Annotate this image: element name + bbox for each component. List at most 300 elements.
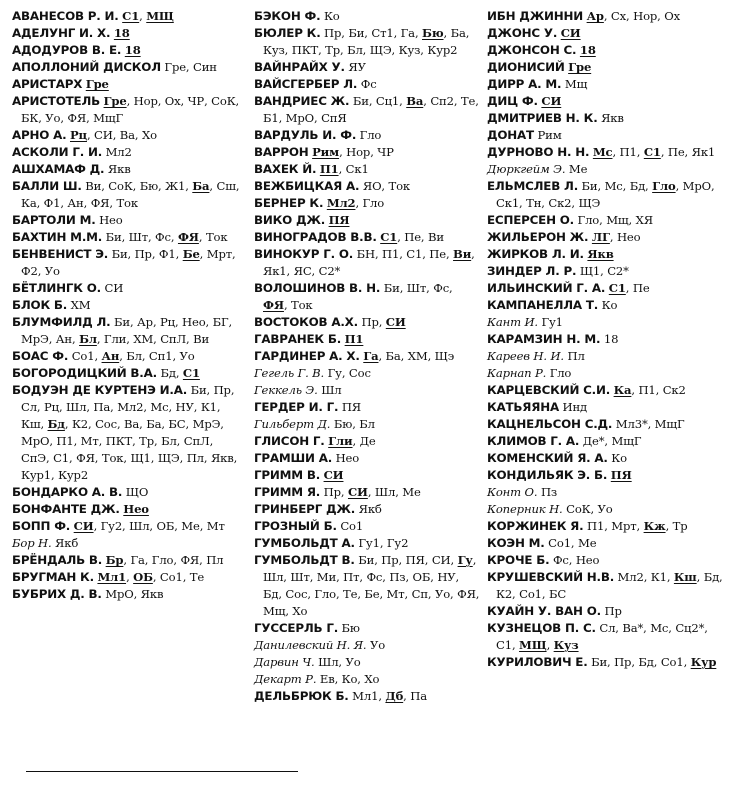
source-refs: Би, Ар, Рц, Нео, БГ, МрЭ, Ан, (21, 315, 233, 346)
source-refs: Ви, СоК, Бю, Ж1, (81, 179, 193, 193)
index-entry (12, 246, 240, 280)
source-refs: Пз (537, 485, 558, 499)
source-refs: , П1, Ск2 (631, 383, 686, 397)
source-refs: Мл1, (348, 689, 386, 703)
source-refs: П1, Мрт, (583, 519, 644, 533)
primary-source-ref: Ви (453, 247, 472, 261)
source-refs: Якв (104, 162, 131, 176)
index-entry (487, 229, 727, 246)
primary-source-ref: Гре (103, 94, 127, 108)
primary-source-ref: С1 (182, 366, 200, 380)
entry-name: БОДУЭН ДЕ КУРТЕНЭ И.А. (12, 383, 188, 397)
source-refs: Бд, (156, 366, 183, 380)
entry-name: БАХТИН М.М. (12, 230, 103, 244)
index-entry (12, 535, 240, 552)
index-entry (12, 93, 240, 127)
primary-source-ref: Кур (690, 655, 717, 669)
index-column-2 (254, 8, 480, 705)
entry-name: КЛИМОВ Г. А. (487, 434, 580, 448)
entry-name-italic: Дарвин Ч. (254, 655, 315, 669)
primary-source-ref: Рц (69, 128, 87, 142)
index-entry (12, 348, 240, 365)
index-entry (487, 93, 727, 110)
index-entry (487, 297, 727, 314)
index-entry (487, 365, 727, 382)
source-refs: ЩО (122, 485, 149, 499)
primary-source-ref: Гре (85, 77, 109, 91)
entry-name: БРЁНДАЛЬ В. (12, 553, 103, 567)
index-entry (487, 110, 727, 127)
index-entry (12, 42, 240, 59)
source-refs: , Сх, Нор, Ох (603, 9, 680, 23)
index-entry (12, 314, 240, 348)
index-entry (487, 382, 727, 399)
source-refs: Гло (356, 128, 382, 142)
source-refs: , Де (352, 434, 376, 448)
index-entry (487, 569, 727, 603)
index-entry (254, 348, 480, 365)
primary-source-ref: ФЯ (177, 230, 199, 244)
index-entry (254, 365, 480, 382)
source-refs: Мл2 (102, 145, 132, 159)
index-entry (487, 433, 727, 450)
index-entry (487, 8, 727, 25)
primary-source-ref: СИ (73, 519, 94, 533)
source-refs: Пл (563, 349, 585, 363)
source-refs: Со1, Ме (544, 536, 597, 550)
primary-source-ref: Гу (457, 553, 473, 567)
source-refs: , Ск1 (338, 162, 369, 176)
index-entry (487, 348, 727, 365)
primary-source-ref: Ан (101, 349, 120, 363)
entry-name: КАЦНЕЛЬСОН С.Д. (487, 417, 613, 431)
index-entry (254, 501, 480, 518)
source-refs: , Як1, ЯС, С2* (263, 247, 475, 278)
source-refs: , Мрт, Ф2, Уо (21, 247, 236, 278)
source-refs: , СИ, Ва, Хо (86, 128, 157, 142)
entry-name: ДИЦ Ф. (487, 94, 538, 108)
entry-name: АВАНЕСОВ Р. И. (12, 9, 119, 23)
index-entry (254, 25, 480, 59)
source-refs: Сл, Ва*, Мс, Сц2*, С1, (496, 621, 708, 652)
primary-source-ref: Мл1 (97, 570, 127, 584)
primary-source-ref: Бю (422, 26, 444, 40)
index-entry (12, 127, 240, 144)
index-entry (487, 535, 727, 552)
entry-name: БЛУМФИЛД Л. (12, 315, 111, 329)
entry-name-italic: Гильберт Д. (254, 417, 331, 431)
index-entry (254, 212, 480, 229)
primary-source-ref: 18 (579, 43, 596, 57)
entry-name: ДМИТРИЕВ Н. К. (487, 111, 598, 125)
footnote-rule (26, 771, 298, 772)
entry-name: БЕРНЕР К. (254, 196, 324, 210)
source-refs: , (546, 638, 554, 652)
primary-source-ref: Гли (328, 434, 353, 448)
index-entry (254, 246, 480, 280)
entry-name: ВОЛОШИНОВ В. Н. (254, 281, 381, 295)
primary-source-ref: Кш (673, 570, 697, 584)
source-refs: , Сп2, Те, Б1, МрО, СпЯ (263, 94, 479, 125)
index-entry (12, 382, 240, 484)
index-entry (487, 331, 727, 348)
entry-name: ДЕЛЬБРЮК Б. (254, 689, 349, 703)
entry-name: ГУМБОЛЬДТ А. (254, 536, 355, 550)
source-refs: Гу, Сос (324, 366, 371, 380)
index-entry (254, 280, 480, 314)
index-entry (487, 178, 727, 212)
source-refs: , Па (403, 689, 427, 703)
entry-name: ВОСТОКОВ А.Х. (254, 315, 358, 329)
index-entry (487, 518, 727, 535)
entry-name: КАРАМЗИН Н. М. (487, 332, 601, 346)
entry-name: АРИСТАРХ (12, 77, 83, 91)
index-entry (12, 501, 240, 518)
source-refs: Нео (332, 451, 360, 465)
primary-source-ref: Якв (587, 247, 614, 261)
entry-name: КАРЦЕВСКИЙ С.И. (487, 383, 611, 397)
primary-source-ref: Бд (47, 417, 65, 431)
entry-name: ЕЛЬМСЛЕВ Л. (487, 179, 579, 193)
primary-source-ref: СИ (323, 468, 344, 482)
entry-name: ЖИРКОВ Л. И. (487, 247, 584, 261)
index-entry (12, 280, 240, 297)
source-refs: , Нор, ЧР (339, 145, 394, 159)
source-refs: Би, Пр, Бд, Со1, (587, 655, 691, 669)
primary-source-ref: 18 (124, 43, 141, 57)
source-refs: , Ток (198, 230, 228, 244)
source-refs: Гу1, Гу2 (354, 536, 409, 550)
source-refs: , Шл, Ме (367, 485, 421, 499)
source-refs: МрО, Якв (101, 587, 164, 601)
entry-name: ЗИНДЕР Л. Р. (487, 264, 577, 278)
index-entry (487, 25, 727, 42)
index-entry (487, 246, 727, 263)
primary-source-ref: Бл (79, 332, 97, 346)
index-entry (254, 8, 480, 25)
index-entry (254, 229, 480, 246)
primary-source-ref: Гре (568, 60, 592, 74)
primary-source-ref: ОБ (133, 570, 153, 584)
source-refs: , Шл, Шт, Ми, Пт, Фс, Пз, ОБ, НУ, Бд, Сос, Гло, Те, Бе, Мт, Сп, Уо, ФЯ, Мщ, Хо (263, 553, 480, 618)
source-refs: Мщ (561, 77, 588, 91)
index-entry (12, 297, 240, 314)
entry-name: ВИНОКУР Г. О. (254, 247, 354, 261)
index-entry (254, 144, 480, 161)
primary-source-ref: СИ (560, 26, 581, 40)
entry-name: ГАВРАНЕК Б. (254, 332, 342, 346)
entry-name: БЁТЛИНГК О. (12, 281, 101, 295)
index-entry (254, 671, 480, 688)
primary-source-ref: СИ (385, 315, 406, 329)
index-entry (254, 59, 480, 76)
primary-source-ref: П1 (319, 162, 339, 176)
source-refs: Якб (355, 502, 382, 516)
source-refs: Би, Мс, Бд, (578, 179, 653, 193)
entry-name-italic: Декарт Р. (254, 672, 317, 686)
entry-name-italic: Дюркгейм Э. (487, 162, 566, 176)
entry-name: ДЖОНС У. (487, 26, 558, 40)
index-entry (12, 552, 240, 569)
source-refs: СоК, Уо (562, 502, 613, 516)
entry-name: АШХАМАФ Д. (12, 162, 105, 176)
primary-source-ref: Мл2 (326, 196, 356, 210)
source-refs: Ко (320, 9, 340, 23)
index-entry (12, 161, 240, 178)
source-refs: , Ба, Куз, ПКТ, Тр, Бл, ЩЭ, Куз, Кур2 (263, 26, 470, 57)
source-refs: , Пе (625, 281, 650, 295)
index-entry (12, 212, 240, 229)
source-refs: ЯО, Ток (359, 179, 411, 193)
source-refs: , Пе, Як1 (660, 145, 716, 159)
index-entry (12, 76, 240, 93)
entry-name-italic: Бор Н. (12, 536, 52, 550)
entry-name: ГЕРДЕР И. Г. (254, 400, 339, 414)
index-entry (487, 450, 727, 467)
source-refs: Якб (51, 536, 79, 550)
index-entry (254, 467, 480, 484)
source-refs: Би, Пр, ПЯ, СИ, (354, 553, 458, 567)
index-entry (254, 195, 480, 212)
source-refs: Якв (597, 111, 624, 125)
index-entry (12, 144, 240, 161)
index-entry (254, 93, 480, 127)
source-refs: , Сш, Ка, Ф1, Ан, ФЯ, Ток (21, 179, 240, 210)
index-entry (12, 25, 240, 42)
index-entry (487, 42, 727, 59)
index-entry (254, 450, 480, 467)
index-entry (12, 8, 240, 25)
source-refs: Би, Шт, Фс, (102, 230, 178, 244)
index-entry (487, 484, 727, 501)
primary-source-ref: ФЯ (263, 298, 284, 312)
source-refs: Фс, Нео (549, 553, 600, 567)
primary-source-ref: Гло (652, 179, 676, 193)
source-refs: Шл (317, 383, 342, 397)
primary-source-ref: Рим (312, 145, 340, 159)
source-refs: Гло, Мщ, ХЯ (574, 213, 653, 227)
entry-name: ДИРР А. М. (487, 77, 562, 91)
primary-source-ref: ПЯ (610, 468, 632, 482)
source-refs: Пр (600, 604, 622, 618)
entry-name: ГРОЗНЫЙ Б. (254, 519, 337, 533)
entry-name: ВАРРОН (254, 145, 309, 159)
entry-name: КУРИЛОВИЧ Е. (487, 655, 588, 669)
entry-name-italic: Коперник Н. (487, 502, 563, 516)
entry-name: АПОЛЛОНИЙ ДИСКОЛ (12, 60, 161, 74)
source-refs: , МрО, Ск1, Тн, Ск2, ЩЭ (496, 179, 715, 210)
source-refs: Бю (338, 621, 360, 635)
entry-name: ГРИММ Я. (254, 485, 321, 499)
primary-source-ref: С1 (122, 9, 140, 23)
primary-source-ref: Га (363, 349, 379, 363)
entry-name: ДИОНИСИЙ (487, 60, 565, 74)
entry-name: ВАРДУЛЬ И. Ф. (254, 128, 357, 142)
primary-source-ref: 18 (113, 26, 130, 40)
index-entry (487, 416, 727, 433)
entry-name: ВИНОГРАДОВ В.В. (254, 230, 377, 244)
index-entry (254, 76, 480, 93)
source-refs: Би, Пр, Сл, Рц, Шл, Па, Мл2, Мс, НУ, К1, Кш, (21, 383, 235, 431)
entry-name: БОНФАНТЕ ДЖ. (12, 502, 120, 516)
source-refs: Щ1, С2* (576, 264, 629, 278)
index-entry (12, 59, 240, 76)
index-entry (254, 314, 480, 331)
primary-source-ref: Ва (406, 94, 424, 108)
source-refs: Гу1 (537, 315, 563, 329)
entry-name: КРОЧЕ Б. (487, 553, 550, 567)
entry-name: ДЖОНСОН С. (487, 43, 577, 57)
entry-name: БУБРИХ Д. В. (12, 587, 102, 601)
primary-source-ref: ЛГ (591, 230, 610, 244)
source-refs: Рим (533, 128, 562, 142)
entry-name: КУАЙН У. ВАН О. (487, 604, 601, 618)
source-refs: ПЯ (338, 400, 362, 414)
index-entry (487, 314, 727, 331)
entry-name-italic: Геккель Э. (254, 383, 318, 397)
index-entry (254, 433, 480, 450)
index-entry (12, 569, 240, 586)
entry-name: ГРИММ В. (254, 468, 321, 482)
index-entry (254, 178, 480, 195)
index-entry (254, 637, 480, 654)
entry-name: ДУРНОВО Н. Н. (487, 145, 590, 159)
source-refs: Би, Сц1, (349, 94, 407, 108)
source-refs: Мл3*, МщГ (612, 417, 685, 431)
index-entry (487, 280, 727, 297)
index-entry (254, 518, 480, 535)
index-entry (487, 161, 727, 178)
index-entry (254, 620, 480, 637)
source-refs: Ко (598, 298, 618, 312)
index-column-1 (12, 8, 240, 603)
primary-source-ref: Куз (553, 638, 579, 652)
index-entry (487, 144, 727, 161)
source-refs: , Бл, Сп1, Уо (119, 349, 195, 363)
entry-name: ГЛИСОН Г. (254, 434, 325, 448)
entry-name: БОГОРОДИЦКИЙ В.А. (12, 366, 157, 380)
entry-name: АДОДУРОВ В. Е. (12, 43, 122, 57)
index-entry (12, 518, 240, 535)
source-refs: Фс (357, 77, 377, 91)
index-entry (254, 535, 480, 552)
entry-name: БЕНВЕНИСТ Э. (12, 247, 109, 261)
index-entry (487, 654, 727, 671)
source-refs: , К2, Сос, Ва, Ба, БС, МрЭ, МрО, П1, Мт, ПКТ, Тр, Бл, СпЛ, СпЭ, С1, ФЯ, Ток, Щ1, ЩЭ, Пл, Якв, Кур1, Кур2 (21, 417, 238, 482)
index-entry (487, 467, 727, 484)
source-refs: Гло (546, 366, 572, 380)
primary-source-ref: МЩ (146, 9, 174, 23)
entry-name: ДОНАТ (487, 128, 534, 142)
entry-name-italic: Гегель Г. В. (254, 366, 325, 380)
source-refs: Мл2, К1, (614, 570, 674, 584)
entry-name: КОЭН М. (487, 536, 545, 550)
primary-source-ref: Ба (192, 179, 210, 193)
index-entry (254, 552, 480, 620)
primary-source-ref: ПЯ (328, 213, 350, 227)
primary-source-ref: Ка (613, 383, 632, 397)
index-entry (254, 654, 480, 671)
entry-name: АРНО А. (12, 128, 67, 142)
primary-source-ref: С1 (380, 230, 398, 244)
primary-source-ref: Бе (182, 247, 200, 261)
source-refs: , Нор, Ох, ЧР, СоК, БК, Уо, ФЯ, МщГ (21, 94, 240, 125)
primary-source-ref: Бр (105, 553, 124, 567)
primary-source-ref: Ар (586, 9, 604, 23)
source-refs: ХМ (67, 298, 91, 312)
entry-name: КУЗНЕЦОВ П. С. (487, 621, 596, 635)
index-entry (12, 484, 240, 501)
entry-name: ГУССЕРЛЬ Г. (254, 621, 339, 635)
source-refs: , Гло (355, 196, 385, 210)
primary-source-ref: Мс (592, 145, 613, 159)
source-refs: , Нео (609, 230, 641, 244)
entry-name: ИБН ДЖИННИ (487, 9, 584, 23)
primary-source-ref: СИ (541, 94, 562, 108)
entry-name: КАМПАНЕЛЛА Т. (487, 298, 599, 312)
index-entry (487, 263, 727, 280)
index-entry (487, 76, 727, 93)
source-refs: , Бд, К2, Со1, БС (496, 570, 723, 601)
entry-name: КАТЬЯЯНА (487, 400, 559, 414)
entry-name: ВАХЕК Й. (254, 162, 317, 176)
primary-source-ref: С1 (643, 145, 661, 159)
entry-name: ВАНДРИЕС Ж. (254, 94, 350, 108)
entry-name: ГРИНБЕРГ ДЖ. (254, 502, 356, 516)
source-refs: , Ток (283, 298, 313, 312)
source-refs: Ко (607, 451, 627, 465)
source-refs: Со1 (336, 519, 364, 533)
index-entry (487, 552, 727, 569)
index-entry (254, 399, 480, 416)
source-refs: ЯУ (344, 60, 366, 74)
entry-name: ИЛЬИНСКИЙ Г. А. (487, 281, 606, 295)
primary-source-ref: Нео (123, 502, 149, 516)
index-entry (487, 603, 727, 620)
source-refs: Гре, Син (160, 60, 217, 74)
source-refs: , Гу2, Шл, ОБ, Ме, Мт (93, 519, 225, 533)
entry-name: АРИСТОТЕЛЬ (12, 94, 100, 108)
source-refs: , Га, Гло, ФЯ, Пл (123, 553, 224, 567)
entry-name: БОНДАРКО А. В. (12, 485, 123, 499)
entry-name: КОНДИЛЬЯК Э. Б. (487, 468, 608, 482)
entry-name: ВЕЖБИЦКАЯ А. (254, 179, 360, 193)
index-entry (254, 127, 480, 144)
primary-source-ref: Дб (385, 689, 404, 703)
entry-name: АСКОЛИ Г. И. (12, 145, 103, 159)
index-entry (12, 229, 240, 246)
source-refs: , (126, 570, 134, 584)
entry-name: БОАС Ф. (12, 349, 69, 363)
source-refs: , Со1, Те (152, 570, 205, 584)
source-refs: , Пе, Ви (397, 230, 444, 244)
entry-name-italic: Карнап Р. (487, 366, 547, 380)
index-entry (254, 484, 480, 501)
primary-source-ref: Кж (643, 519, 666, 533)
entry-name: ГРАМШИ А. (254, 451, 333, 465)
entry-name: БЮЛЕР К. (254, 26, 321, 40)
source-refs: , Ба, ХМ, Щэ (378, 349, 455, 363)
primary-source-ref: СИ (347, 485, 368, 499)
index-entry (487, 127, 727, 144)
source-refs: Пр, (320, 485, 348, 499)
index-entry (254, 331, 480, 348)
index-entry (487, 212, 727, 229)
index-column-3 (487, 8, 727, 671)
entry-name: БЛОК Б. (12, 298, 68, 312)
entry-name: ГУМБОЛЬДТ В. (254, 553, 355, 567)
primary-source-ref: МЩ (519, 638, 547, 652)
